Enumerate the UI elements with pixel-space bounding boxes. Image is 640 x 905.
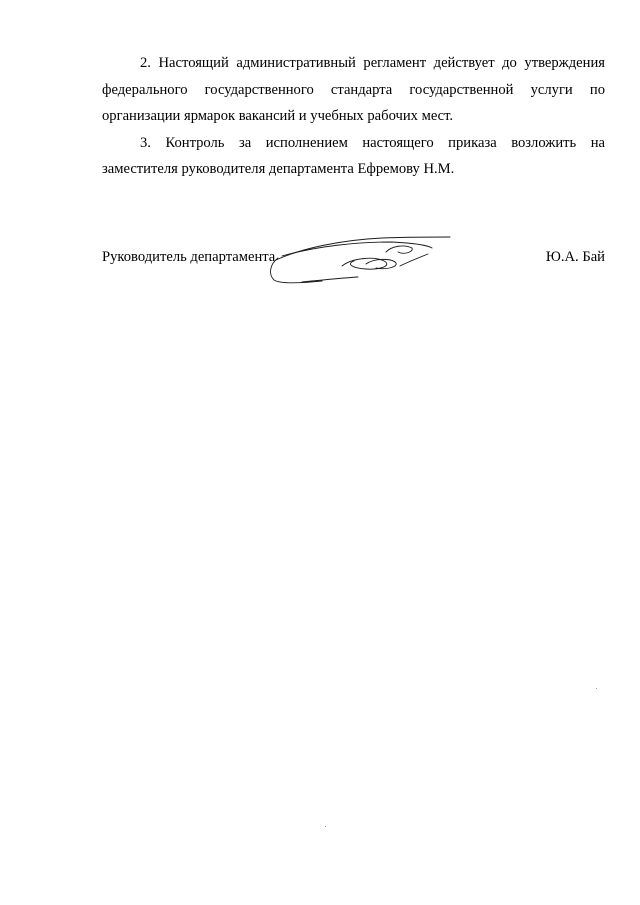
paragraph-item-2: 2. Настоящий административный регламент действует до утверждения федерального государственного стандарта государственной услуги по организации ярмарок вакансий и учебных рабочих мест. — [102, 55, 605, 124]
document-body — [102, 50, 605, 183]
paragraph-item-3: 3. Контроль за исполнением настоящего приказа возложить на заместителя руководителя департамента Ефремову Н.М. — [102, 134, 605, 177]
scan-speck — [596, 688, 597, 689]
signatory-name: Ю.А. Бай — [545, 249, 605, 265]
scan-speck — [325, 826, 326, 827]
handwritten-signature — [262, 228, 458, 288]
signatory-title: Руководитель департамента — [102, 249, 276, 265]
